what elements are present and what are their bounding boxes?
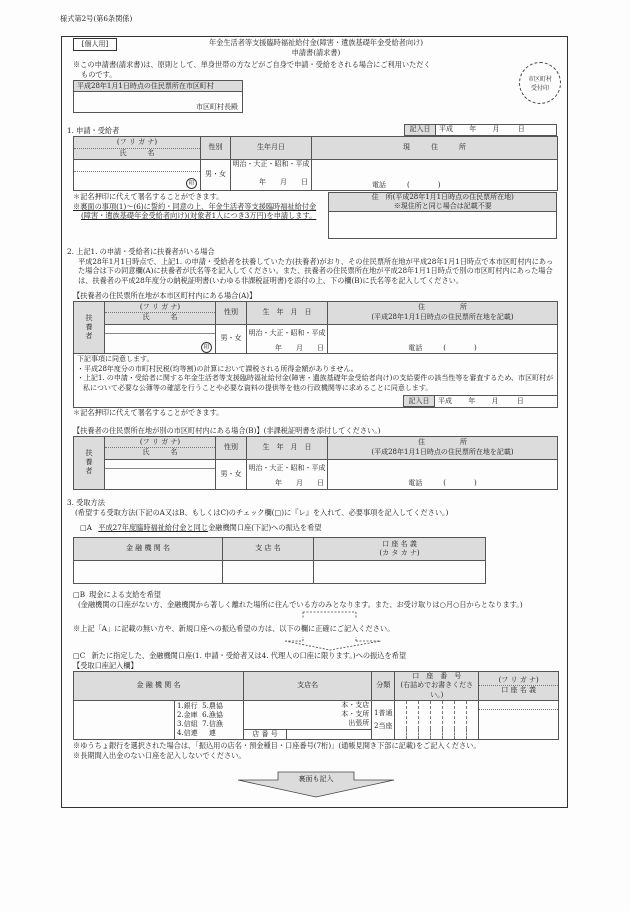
consent-item2: ・上記1. の申請・受給者に関する年金生活者等支援臨時福祉給付金(障害・遺族基礎年金受給者向け)の支給要件の該当性等を審査するため、市区町村が私について必要な公簿等の確認を行うことや必要な資料の提供等を他の行政機関等に求めることに同意します。 (77, 374, 554, 392)
branch-number-input[interactable] (287, 729, 372, 739)
optionC[interactable] (73, 651, 557, 661)
section1-notes (73, 192, 320, 221)
account-digit[interactable] (467, 701, 479, 740)
account-digit[interactable] (395, 701, 407, 740)
branch-type: 出張所 (348, 719, 370, 728)
yucho-note: ※ゆうちょ銀行を選択された場合は、「振込用の店名・預金種目・口座番号(7桁)」(通帳見開き下部に記載)をご記入ください。 (73, 741, 481, 751)
birth-ymd-b: 年 月 日 (275, 479, 324, 488)
date-field-a[interactable] (435, 396, 558, 407)
title-line2: 申請書(請求書) (291, 48, 341, 57)
birth-ymd-a: 年 月 日 (275, 344, 324, 353)
gender-options[interactable]: 男・女 (201, 160, 231, 191)
name-header-b (105, 436, 216, 459)
branch-input-a[interactable] (223, 560, 314, 583)
optionB[interactable] (73, 590, 557, 609)
branch-number-label: 店 番 号 (244, 729, 287, 739)
optionA-label: 金融機関口座(下記)への振込を希望 (208, 523, 322, 533)
optionB-label: 現金による支給を希望 (89, 589, 161, 599)
municipality-box (73, 80, 243, 113)
intro-note-line1: ※この申請書(請求書)は、原則として、単身世帯の方などがご自身で申請・受給をされる場合にご利用いただく (73, 60, 431, 69)
bank-type: 連 (208, 729, 216, 738)
supporter-name-field-b[interactable] (105, 459, 216, 489)
name-header-text: 氏 名 (119, 148, 155, 157)
municipality-suffix: 市区町村長殿 (196, 103, 238, 111)
account-table (73, 671, 559, 740)
holder-header-text: 口 座 名 義 (501, 686, 536, 695)
municipality-input[interactable] (74, 92, 243, 113)
registered-address-header-line2: ※現住所と同じ場合は記載不要 (393, 202, 492, 210)
title-line1: 年金生活者等支援臨時福祉給付金(障害・遺族基礎年金受給者向け) (208, 38, 424, 47)
account-section-label: 【受取口座記入欄】 (73, 661, 138, 671)
caseA-heading: 【扶養者の住民票所在地が本市区町村内にある場合(A)】 (73, 290, 257, 300)
address-header-a-line2: (平成28年1月1日時点の住民票所在地を記載) (371, 312, 514, 321)
caseA-date-box (403, 395, 557, 407)
optionA-checkbox[interactable]: □A (80, 523, 92, 533)
gender-options-b[interactable]: 男・女 (216, 459, 247, 489)
supporter-furigana-input-b[interactable] (105, 460, 215, 469)
account-digit[interactable] (455, 701, 467, 740)
account-digit[interactable] (419, 701, 431, 740)
form-frame (61, 36, 568, 808)
account-number-title: 口 座 番 号 (412, 671, 462, 680)
address-header-b-line2: (平成28年1月1日時点の住民票所在地を記載) (371, 447, 514, 456)
caseB-heading: 【扶養者の住民票所在地が別の市区町村内にある場合(B)】(非課税証明書を添付してください。) (73, 426, 381, 436)
registered-address-header (329, 193, 557, 212)
birth-header-b: 生 年 月 日 (247, 436, 328, 459)
furigana-header-a: (フ リ ガ ナ) (105, 303, 215, 313)
era-options-b: 明治・大正・昭和・平成 (248, 463, 326, 472)
category-header: 分類 (372, 671, 395, 700)
address-header-a (328, 301, 558, 324)
holder-kana-a: (カ タ カ ナ) (379, 548, 420, 557)
phone-field-b: 電話 ( ) (408, 479, 477, 488)
optionC-label: 新たに指定した、金融機関口座(1. 申請・受給者又は4. 代理人の口座に限ります。)への振込を希望 (91, 651, 407, 661)
branch-header-a: 支 店 名 (223, 537, 314, 560)
bank-type: 6.漁協 (202, 711, 223, 720)
bank-header: 金 融 機 関 名 (74, 671, 244, 700)
holder-input[interactable] (479, 701, 559, 740)
branch-type-options[interactable] (244, 701, 372, 730)
new-account-note: ※上記「A」に記載の無い方や、新規口座への振込希望の方は、以下の欄に正確にご記入ください。 (73, 624, 395, 634)
sign-note: ＊記名押印に代えて署名することができます。 (73, 192, 224, 201)
holder-input-a[interactable] (314, 560, 486, 583)
stamp-line2: 受付印 (530, 85, 549, 92)
account-digit[interactable] (407, 701, 419, 740)
account-type-options[interactable] (372, 701, 395, 740)
personal-use-label: [個人用] (73, 38, 117, 51)
section2-paragraph: 平成28年1月1日時点で、上記1. の申請・受給者を扶養していた方(扶養者)がおり、その住民票所在地が平成28年1月1日時点で本市区町村内にあった場合は下の同意欄(A)に扶養者が氏名等を記入してください。また、扶養者の住民票所在地が平成28年1月1日時点で別の市区町村内にあった場合は、扶養者の平成28年度分の納税証明書(いわゆる非課税証明書)を添付の上、下の欄(B)に氏名等を記入してください。 (78, 256, 554, 286)
consent-lead: 下記事項に同意します。 (77, 355, 154, 364)
optionB-checkbox[interactable]: □B (73, 589, 86, 599)
municipality-label: 平成28年1月1日時点の住民票所在市区町村 (74, 81, 243, 92)
supporter-label-b (74, 436, 105, 489)
supporter-table-b (73, 436, 558, 490)
address-header: 現 住 所 (312, 137, 558, 160)
date-day: 日 (517, 125, 525, 134)
era-options-a: 明治・大正・昭和・平成 (248, 328, 326, 337)
date-month: 月 (492, 125, 500, 134)
name-header-text-a: 氏 名 (142, 313, 178, 322)
holder-header-a (314, 537, 486, 560)
gender-header: 性別 (201, 137, 231, 160)
holder-furigana: (フ リ ガ ナ) (479, 676, 558, 686)
bank-header-a: 金 融 機 関 名 (74, 537, 223, 560)
address-field[interactable] (312, 160, 558, 191)
intro-note (73, 60, 503, 79)
name-header (74, 137, 201, 160)
date-era-a: 平成 (438, 396, 452, 405)
seal-icon: 印 (186, 178, 197, 189)
phone-field: 電話 ( ) (372, 180, 441, 189)
applicant-table (73, 136, 558, 191)
bank-type-options[interactable] (175, 701, 244, 740)
section3-heading: 3. 受取方法 (67, 497, 105, 507)
date-year: 年 (469, 125, 477, 134)
bank-input-a[interactable] (74, 560, 223, 583)
supporter-label-text: 扶養者 (85, 449, 93, 476)
consent-item1: ・平成28年度分の市町村民税(均等割)の計算において課税される所得金額がありません。 (77, 364, 358, 373)
account-number-sub: (右詰めでお書きください。) (400, 681, 474, 699)
optionB-note: (金融機関の口座がない方、金融機関から著しく離れた場所に住んでいる方のみとなります。また、お受け取りは○月○日からとなります。) (78, 599, 523, 609)
account-type: 1普通 (374, 709, 393, 718)
applicant-name-field[interactable] (74, 160, 201, 191)
section1-date-box (404, 124, 557, 136)
seal-icon: 印 (201, 342, 212, 353)
bank-type: 5.農協 (202, 702, 223, 711)
gender-header-b: 性別 (216, 436, 247, 459)
section3-instruction: (希望する受取方法(下記のA又はB、もしくはC)のチェック欄(□)に『レ』を入れて、必要事項を記入してください。) (75, 507, 449, 517)
name-header-text-b: 氏 名 (142, 448, 178, 457)
section2-heading: 2. 上記1. の申請・受給者に扶養者がいる場合 (67, 247, 215, 256)
supporter-name-field-a[interactable] (105, 324, 216, 354)
address-field-b[interactable] (328, 459, 558, 489)
date-label: 記入日 (405, 125, 436, 136)
birth-field[interactable] (231, 160, 312, 191)
account-digit[interactable] (431, 701, 443, 740)
gender-options-a[interactable]: 男・女 (216, 324, 247, 354)
branch-type: 本・支店 (341, 701, 370, 710)
date-era: 平成 (439, 125, 453, 134)
continue-arrow-label: 裏面も記入 (298, 774, 334, 783)
supporter-furigana-input-a[interactable] (105, 325, 215, 334)
birth-header-a: 生 年 月 日 (247, 301, 328, 324)
optionA-table (73, 537, 486, 584)
branch-type: 本・支所 (341, 710, 370, 719)
bank-type: 4.信連 (177, 729, 198, 738)
holder-header-a-text: 口 座 名 義 (382, 539, 417, 548)
pledge-note: ※裏面の事項(1)～(6)に誓約・同意の上、年金生活者等支援臨時福祉給付金(障害・遺族基礎年金受給者向け)(対象者1人につき3万円)を申請します。 (73, 201, 317, 221)
bank-name-input[interactable] (74, 701, 175, 740)
account-number-header (395, 671, 479, 700)
bank-type: 7.信漁 (202, 720, 223, 729)
account-digit[interactable] (443, 701, 455, 740)
birth-field-b[interactable] (247, 459, 328, 489)
supporter-table-a (73, 301, 558, 409)
birth-header: 生年月日 (231, 137, 312, 160)
optionA-underlined: 平成27年度臨時福祉給付金と同じ (98, 523, 209, 533)
furigana-header-b: (フ リ ガ ナ) (105, 438, 215, 448)
phone-field-a: 電話 ( ) (408, 344, 477, 353)
bank-type: 3.信組 (177, 720, 198, 729)
date-year-a: 年 (468, 396, 476, 405)
date-field[interactable] (436, 125, 557, 136)
date-label-a: 記入日 (404, 396, 435, 407)
registered-address-table (328, 192, 557, 239)
account-type: 2当座 (374, 722, 393, 731)
address-header-a-line1: 住 所 (418, 303, 467, 312)
optionA[interactable] (80, 523, 557, 533)
date-day-a: 日 (516, 396, 524, 405)
sign-note-a: ＊記名押印に代えて署名することができます。 (73, 408, 224, 418)
name-header-a (105, 301, 216, 324)
reception-stamp (519, 62, 561, 104)
form-title (161, 38, 471, 58)
dormant-note: ※長期間入出金のない口座を記入しないでください。 (73, 750, 246, 760)
address-header-b (328, 436, 558, 459)
branch-header: 支店名 (244, 671, 372, 700)
consent-block (74, 354, 558, 408)
stamp-line1: 市区町村 (527, 76, 552, 83)
section1-heading: 1. 申請・受給者 (67, 126, 120, 136)
form-number: 様式第2号(第6条関係) (60, 14, 133, 23)
bank-type: 2.金庫 (177, 711, 198, 720)
intro-note-line2: ものです。 (81, 69, 117, 79)
bank-type: 1.銀行 (177, 702, 198, 711)
era-options: 明治・大正・昭和・平成 (232, 160, 310, 168)
optionC-checkbox[interactable]: □C (73, 651, 86, 661)
birth-ymd: 年 月 日 (259, 178, 308, 187)
supporter-label-text: 扶養者 (85, 314, 93, 341)
birth-field-a[interactable] (247, 324, 328, 354)
address-header-b-line1: 住 所 (418, 438, 467, 447)
registered-address-input[interactable] (329, 212, 557, 239)
furigana-header: (フ リ ガ ナ) (74, 138, 200, 148)
address-field-a[interactable] (328, 324, 558, 354)
applicant-furigana-input[interactable] (74, 160, 200, 172)
holder-header (479, 671, 559, 700)
date-month-a: 月 (491, 396, 499, 405)
registered-address-header-line1: 住 所(平成28年1月1日時点の住民票所在地) (371, 193, 514, 201)
gender-header-a: 性別 (216, 301, 247, 324)
supporter-label-a (74, 301, 105, 354)
